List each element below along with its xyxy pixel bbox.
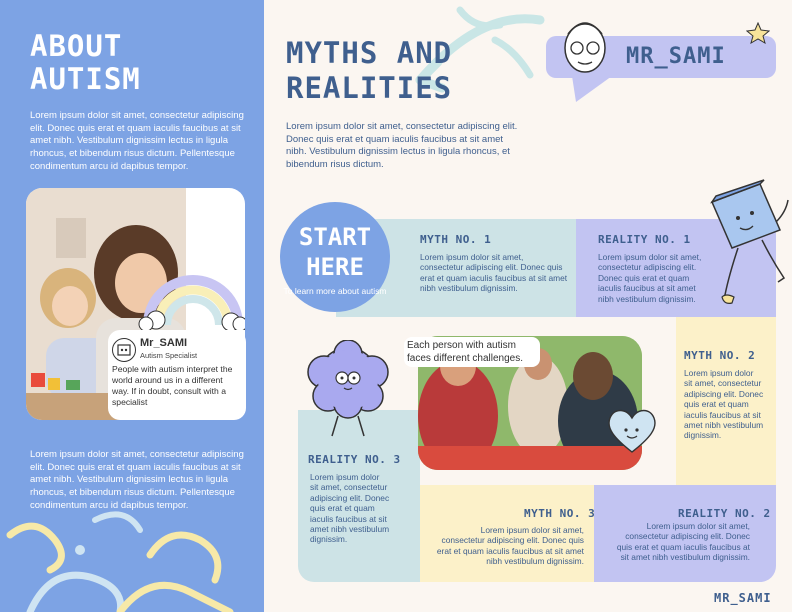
sticker-face-icon [112, 338, 136, 362]
face-doodle [113, 339, 135, 361]
left-title [30, 30, 141, 96]
sticker-face-icon [558, 14, 612, 78]
myth2-text: Lorem ipsum dolor sit amet, consectetur adipiscing elit. Donec quis erat et quam iaculis faucibus at sit amet nibh vestibulum dignissim. [684, 368, 764, 441]
heart-icon [604, 404, 660, 456]
main-title [286, 36, 452, 106]
specialist-card [108, 330, 246, 420]
myth2-title: MYTH NO. 2 [684, 349, 756, 362]
start-heading [280, 222, 390, 282]
speech-tail-icon [572, 76, 612, 104]
cube-character-icon [690, 172, 790, 312]
footer-brand: MR_SAMI [714, 591, 772, 605]
rainbow-icon [138, 260, 245, 330]
specialist-text: People with autism interpret the world around us in a different way. If in doubt, consult with a specialist [112, 364, 233, 407]
left-body-bottom: Lorem ipsum dolor sit amet, consectetur adipiscing elit. Donec quis erat et quam iaculis faucibus at sit amet nibh. Vestibulum dignissim lectus in ligula rhoncus, et bibendum risus dictum. Pellentesque condimentum arcu id dapibus tempor. [30, 449, 244, 511]
quote-bubble [404, 337, 540, 367]
brand-name: MR_SAMI [626, 44, 726, 69]
swirl-doodle-icon [0, 495, 264, 612]
star-icon [746, 22, 770, 44]
left-title-line2: AUTISM [30, 62, 141, 96]
reality2-text: Lorem ipsum dolor sit amet, consectetur adipiscing elit. Donec quis erat et quam iaculis faucibus at sit amet nibh vestibulum dignissim. [616, 521, 750, 563]
reality1-title: REALITY NO. 1 [598, 233, 691, 246]
cloud-character-icon [298, 340, 398, 442]
start-subtext: To learn more about autism [283, 286, 387, 296]
main-title-line2: REALITIES [286, 71, 453, 105]
myth1-title: MYTH NO. 1 [420, 233, 492, 246]
myth1-text: Lorem ipsum dolor sit amet, consectetur adipiscing elit. Donec quis erat et quam iaculis faucibus at sit amet nibh vestibulum dignissim. [420, 252, 568, 294]
myth3-text: Lorem ipsum dolor sit amet, consectetur adipiscing elit. Donec quis erat et quam iaculis faucibus at sit amet nibh vestibulum dignissim. [436, 525, 584, 567]
reality1-text: Lorem ipsum dolor sit amet, consectetur adipiscing elit. Donec quis erat et quam iaculis faucibus at sit amet nibh vestibulum dignissim. [598, 252, 702, 304]
reality3-title: REALITY NO. 3 [308, 453, 401, 466]
myth3-title: MYTH NO. 3 [524, 507, 596, 520]
left-body-top: Lorem ipsum dolor sit amet, consectetur adipiscing elit. Donec quis erat et quam iaculis faucibus at sit amet nibh. Vestibulum dignissim lectus in ligula rhoncus, et bibendum risus dictum. Pellentesque condimentum arcu id dapibus tempor. [30, 110, 244, 172]
left-title-line1: ABOUT [30, 29, 123, 63]
specialist-role: Autism Specialist [140, 351, 198, 360]
specialist-name: Mr_SAMI [140, 337, 188, 349]
start-line1: START [298, 223, 372, 251]
reality2-title: REALITY NO. 2 [678, 507, 771, 520]
main-title-line1: MYTHS AND [286, 36, 453, 70]
quote-text: Each person with autism faces different challenges. [407, 340, 524, 364]
intro-text: Lorem ipsum dolor sit amet, consectetur adipiscing elit. Donec quis erat et quam iaculis faucibus at sit amet nibh. Vestibulum dignissim lectus in ligula rhoncus, et bibendum risus dictum. [286, 121, 518, 170]
reality3-text: Lorem ipsum dolor sit amet, consectetur adipiscing elit. Donec quis erat et quam iaculis faucibus at sit amet nibh vestibulum dignissim. [310, 472, 390, 545]
start-line2: HERE [306, 253, 364, 281]
